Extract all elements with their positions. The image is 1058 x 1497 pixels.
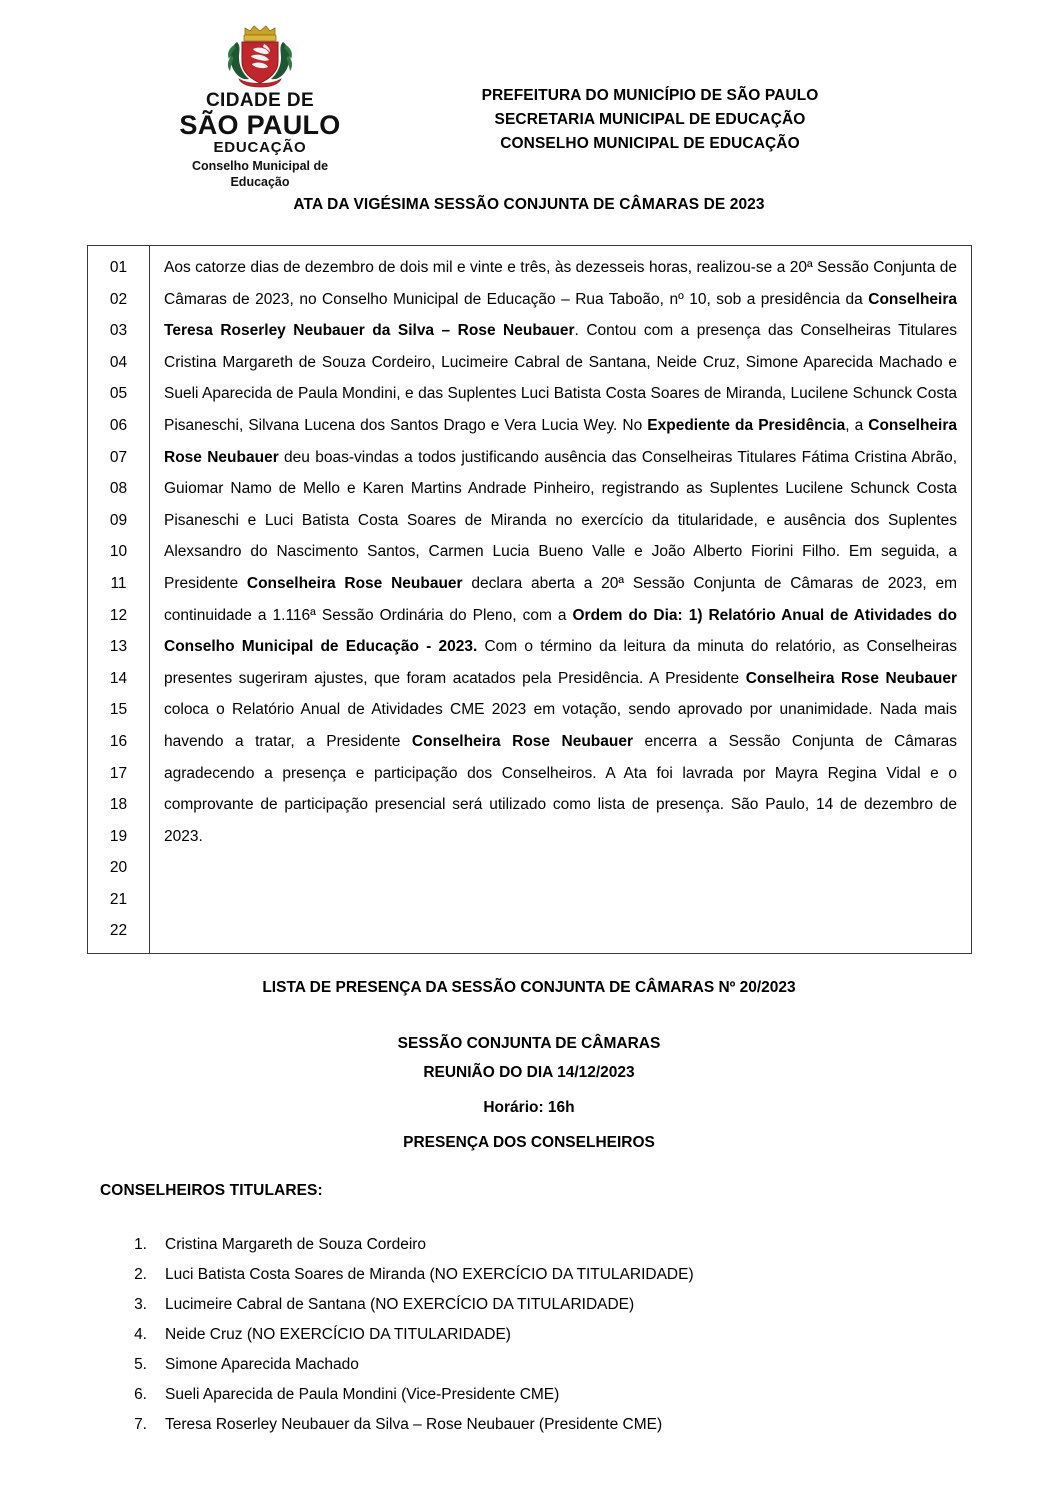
header-title-prefeitura: PREFEITURA DO MUNICÍPIO DE SÃO PAULO [481, 87, 819, 104]
minutes-emphasis-run: Ordem do Dia: 1) Relatório Anual de Atividades do Conselho Municipal de Educação - 2023. [164, 606, 957, 656]
minutes-text-run: encerra a Sessão Conjunta de Câmaras agradecendo a presença e participação dos Conselheiros. A Ata foi lavrada por Mayra Regina Vidal e o comprovante de participação presencial será utilizado como lista de presença. São Paulo, 14 de dezembro de 2023. [164, 732, 957, 845]
line-number: 19 [109, 827, 128, 845]
member-number: 4. [134, 1326, 147, 1343]
line-number: 20 [109, 859, 128, 877]
member-name: Neide Cruz (NO EXERCÍCIO DA TITULARIDADE) [165, 1326, 511, 1343]
minutes-table [87, 245, 972, 954]
list-item [0, 1320, 1058, 1350]
line-number: 04 [109, 353, 128, 371]
member-number: 5. [134, 1356, 147, 1373]
member-name: Sueli Aparecida de Paula Mondini (Vice-Presidente CME) [165, 1386, 560, 1403]
member-name: Lucimeire Cabral de Santana (NO EXERCÍCIO DA TITULARIDADE) [165, 1296, 635, 1313]
meeting-time: Horário: 16h [483, 1099, 575, 1116]
logo-line-conselho: Conselho Municipal de Educação [191, 159, 329, 189]
members-list [0, 1230, 1058, 1440]
minutes-text-run: . Contou com a presença das Conselheiras Titulares Cristina Margareth de Souza Cordeiro, Lucimeire Cabral de Santana, Neide Cruz, Simone Aparecida Machado e Sueli Aparecida de Paula Mondini, e das Suplentes Luci Batista Costa Soares de Miranda, Lucilene Schunck Costa Pisaneschi, Silvana Lucena dos Santos Drago e Vera Lucia Wey. No [164, 322, 957, 434]
logo-line-sao-paulo: SÃO PAULO [179, 110, 341, 140]
line-number: 10 [109, 543, 128, 561]
line-number: 06 [109, 416, 128, 434]
member-number: 7. [134, 1416, 147, 1433]
cme-logo [170, 22, 350, 190]
list-item [0, 1260, 1058, 1290]
line-number: 21 [109, 890, 128, 908]
member-number: 2. [134, 1266, 147, 1283]
header-title-conselho: CONSELHO MUNICIPAL DE EDUCAÇÃO [500, 135, 800, 152]
line-number: 12 [109, 606, 128, 624]
line-number: 11 [110, 574, 127, 592]
member-name: Luci Batista Costa Soares de Miranda (NO EXERCÍCIO DA TITULARIDADE) [165, 1266, 694, 1283]
line-number: 22 [109, 922, 128, 940]
line-number: 01 [109, 259, 128, 276]
minutes-emphasis-run: Conselheira Rose Neubauer [745, 669, 957, 687]
line-number: 05 [109, 385, 128, 403]
line-number: 14 [109, 669, 128, 687]
line-number: 17 [109, 764, 128, 782]
logo-line-educacao: EDUCAÇÃO [213, 139, 307, 156]
minutes-text-run: deu boas-vindas a todos justificando ausência das Conselheiras Titulares Fátima Cristina Abrão, Guiomar Namo de Mello e Karen Martins Andrade Pinheiro, registrando as Suplentes Lucilene Schunck Costa Pisaneschi e Luci Batista Costa Soares de Miranda no exercício da titularidade, e ausência dos Suplentes Alexsandro do Nascimento Santos, Carmen Lucia Bueno Valle e João Alberto Fiorini Filho. Em seguida, a Presidente [164, 448, 957, 592]
line-number: 09 [109, 511, 128, 529]
meeting-date: REUNIÃO DO DIA 14/12/2023 [423, 1064, 635, 1081]
presence-list-title: LISTA DE PRESENÇA DA SESSÃO CONJUNTA DE CÂMARAS Nº 20/2023 [262, 979, 796, 996]
meeting-info-block [0, 1029, 1058, 1157]
line-number: 02 [109, 290, 128, 308]
list-item [0, 1230, 1058, 1260]
minutes-body-column [150, 246, 971, 953]
header-title-secretaria: SECRETARIA MUNICIPAL DE EDUCAÇÃO [494, 111, 806, 128]
member-name: Cristina Margareth de Souza Cordeiro [165, 1236, 427, 1253]
minutes-emphasis-run: Conselheira Teresa Roserley Neubauer da Silva – Rose Neubauer [164, 290, 957, 340]
line-number: 03 [109, 322, 128, 340]
line-number: 07 [109, 448, 128, 466]
section-heading-titulares: CONSELHEIROS TITULARES: [100, 1182, 323, 1199]
attendance-label: PRESENÇA DOS CONSELHEIROS [403, 1134, 655, 1151]
minutes-body-text [164, 252, 957, 852]
member-number: 6. [134, 1386, 147, 1403]
minutes-text-run: declara aberta a 20ª Sessão Conjunta de Câmaras de 2023, em continuidade a 1.116ª Sessão Ordinária do Pleno, com a [164, 574, 957, 624]
line-number-column [88, 246, 150, 953]
sao-paulo-coat-of-arms-icon [223, 22, 297, 88]
member-name: Teresa Roserley Neubauer da Silva – Rose Neubauer (Presidente CME) [165, 1416, 663, 1433]
header-title-block [370, 84, 930, 156]
line-number: 18 [109, 796, 128, 814]
meeting-name: SESSÃO CONJUNTA DE CÂMARAS [397, 1035, 661, 1052]
minutes-text-run: coloca o Relatório Anual de Atividades CME 2023 em votação, sendo aprovado por unanimidade. Nada mais havendo a tratar, a Presidente [164, 701, 957, 750]
member-number: 3. [134, 1296, 147, 1313]
minutes-emphasis-run: Conselheira Rose Neubauer [164, 416, 957, 466]
list-item [0, 1380, 1058, 1410]
minutes-emphasis-run: Expediente da Presidência [647, 416, 846, 434]
line-number: 15 [109, 701, 128, 719]
minutes-emphasis-run: Conselheira Rose Neubauer [246, 574, 463, 592]
list-item [0, 1350, 1058, 1380]
logo-line-cidade: CIDADE DE [205, 90, 315, 111]
document-header [0, 22, 1058, 189]
member-name: Simone Aparecida Machado [165, 1356, 359, 1373]
line-number: 08 [109, 480, 128, 498]
list-item [0, 1410, 1058, 1440]
minutes-emphasis-run: Conselheira Rose Neubauer [411, 732, 634, 750]
line-number: 13 [109, 638, 128, 656]
page-title: ATA DA VIGÉSIMA SESSÃO CONJUNTA DE CÂMARAS DE 2023 [293, 196, 765, 213]
line-number: 16 [109, 732, 128, 750]
minutes-text-run: , a [845, 416, 869, 434]
list-item [0, 1290, 1058, 1320]
minutes-text-run: Com o término da leitura da minuta do relatório, as Conselheiras presentes sugeriram ajustes, que foram acatados pela Presidência. A Presidente [164, 638, 957, 687]
member-number: 1. [134, 1236, 147, 1253]
minutes-text-run: Aos catorze dias de dezembro de dois mil e vinte e três, às dezesseis horas, realizou-se a 20ª Sessão Conjunta de Câmaras de 2023, no Conselho Municipal de Educação – Rua Taboão, nº 10, sob a presidência da [164, 259, 957, 308]
